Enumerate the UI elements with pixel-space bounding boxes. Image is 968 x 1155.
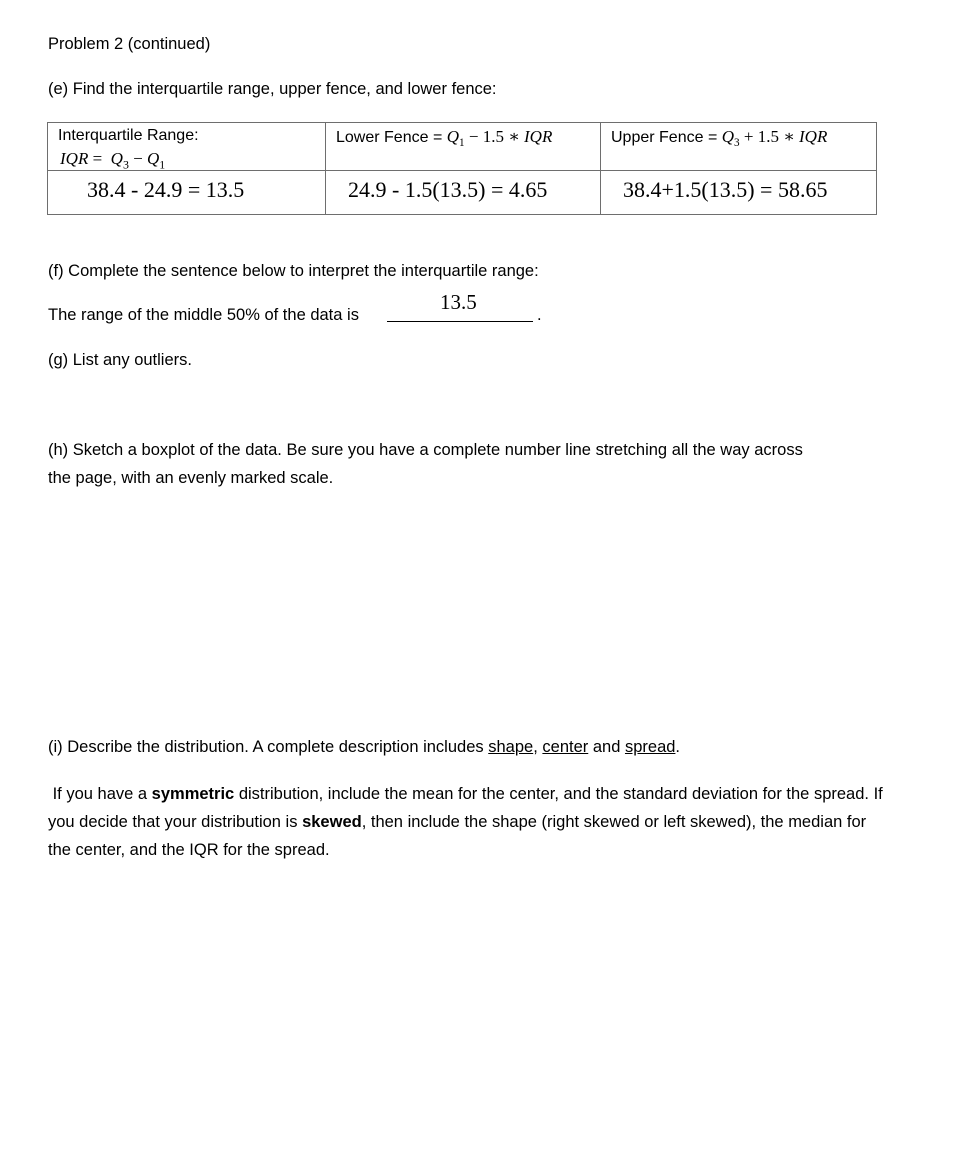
part-f-sentence: The range of the middle 50% of the data is [48, 306, 359, 324]
part-h-line1: (h) Sketch a boxplot of the data. Be sure you have a complete number line stretching all the way across [48, 441, 803, 459]
iqr-header: Interquartile Range: [58, 127, 199, 144]
part-f-answer: 13.5 [440, 290, 477, 314]
upper-fence-header: Upper Fence = $Q_3 + 1.5$ ∗ IQR [611, 127, 828, 150]
symmetric-term: symmetric [151, 785, 235, 803]
part-f-period: . [537, 306, 542, 324]
iqr-header-cell [48, 123, 326, 171]
iqr-value-cell [48, 171, 326, 215]
fences-table [47, 122, 877, 215]
upper-fence-header-cell [601, 123, 877, 171]
page-title: Problem 2 (continued) [48, 35, 211, 53]
spread-term: spread [624, 738, 676, 756]
lower-fence-header-cell [326, 123, 601, 171]
part-f-prompt: (f) Complete the sentence below to interpret the interquartile range: [48, 262, 539, 280]
lower-fence-value: 24.9 - 1.5(13.5) = 4.65 [348, 177, 548, 202]
lower-fence-value-cell [326, 171, 601, 215]
shape-term: shape [488, 738, 534, 756]
skewed-term: skewed [302, 813, 362, 831]
upper-fence-value: 38.4+1.5(13.5) = 58.65 [623, 177, 828, 202]
iqr-formula: IQR = $Q_3 - Q_1$ [60, 149, 166, 172]
answer-blank-line [387, 321, 533, 322]
lower-fence-header: Lower Fence = $Q_1 - 1.5$ ∗ IQR [336, 127, 553, 150]
part-e-prompt: (e) Find the interquartile range, upper fence, and lower fence: [48, 80, 497, 98]
part-i-instructions: If you have a symmetric distribution, include the mean for the center, and the standard deviation for the spread. If you decide that your distribution is skewed, then include the shape (right skewed or left skewed), the median for the center, and the IQR for the spread. [48, 785, 883, 859]
center-term: center [542, 738, 589, 756]
upper-fence-value-cell [601, 171, 877, 215]
iqr-value: 38.4 - 24.9 = 13.5 [87, 177, 245, 202]
part-g-prompt: (g) List any outliers. [48, 351, 192, 369]
part-i-prompt: (i) Describe the distribution. A complete description includes shape, center and spread. [48, 738, 681, 756]
part-h-line2: the page, with an evenly marked scale. [48, 469, 334, 487]
